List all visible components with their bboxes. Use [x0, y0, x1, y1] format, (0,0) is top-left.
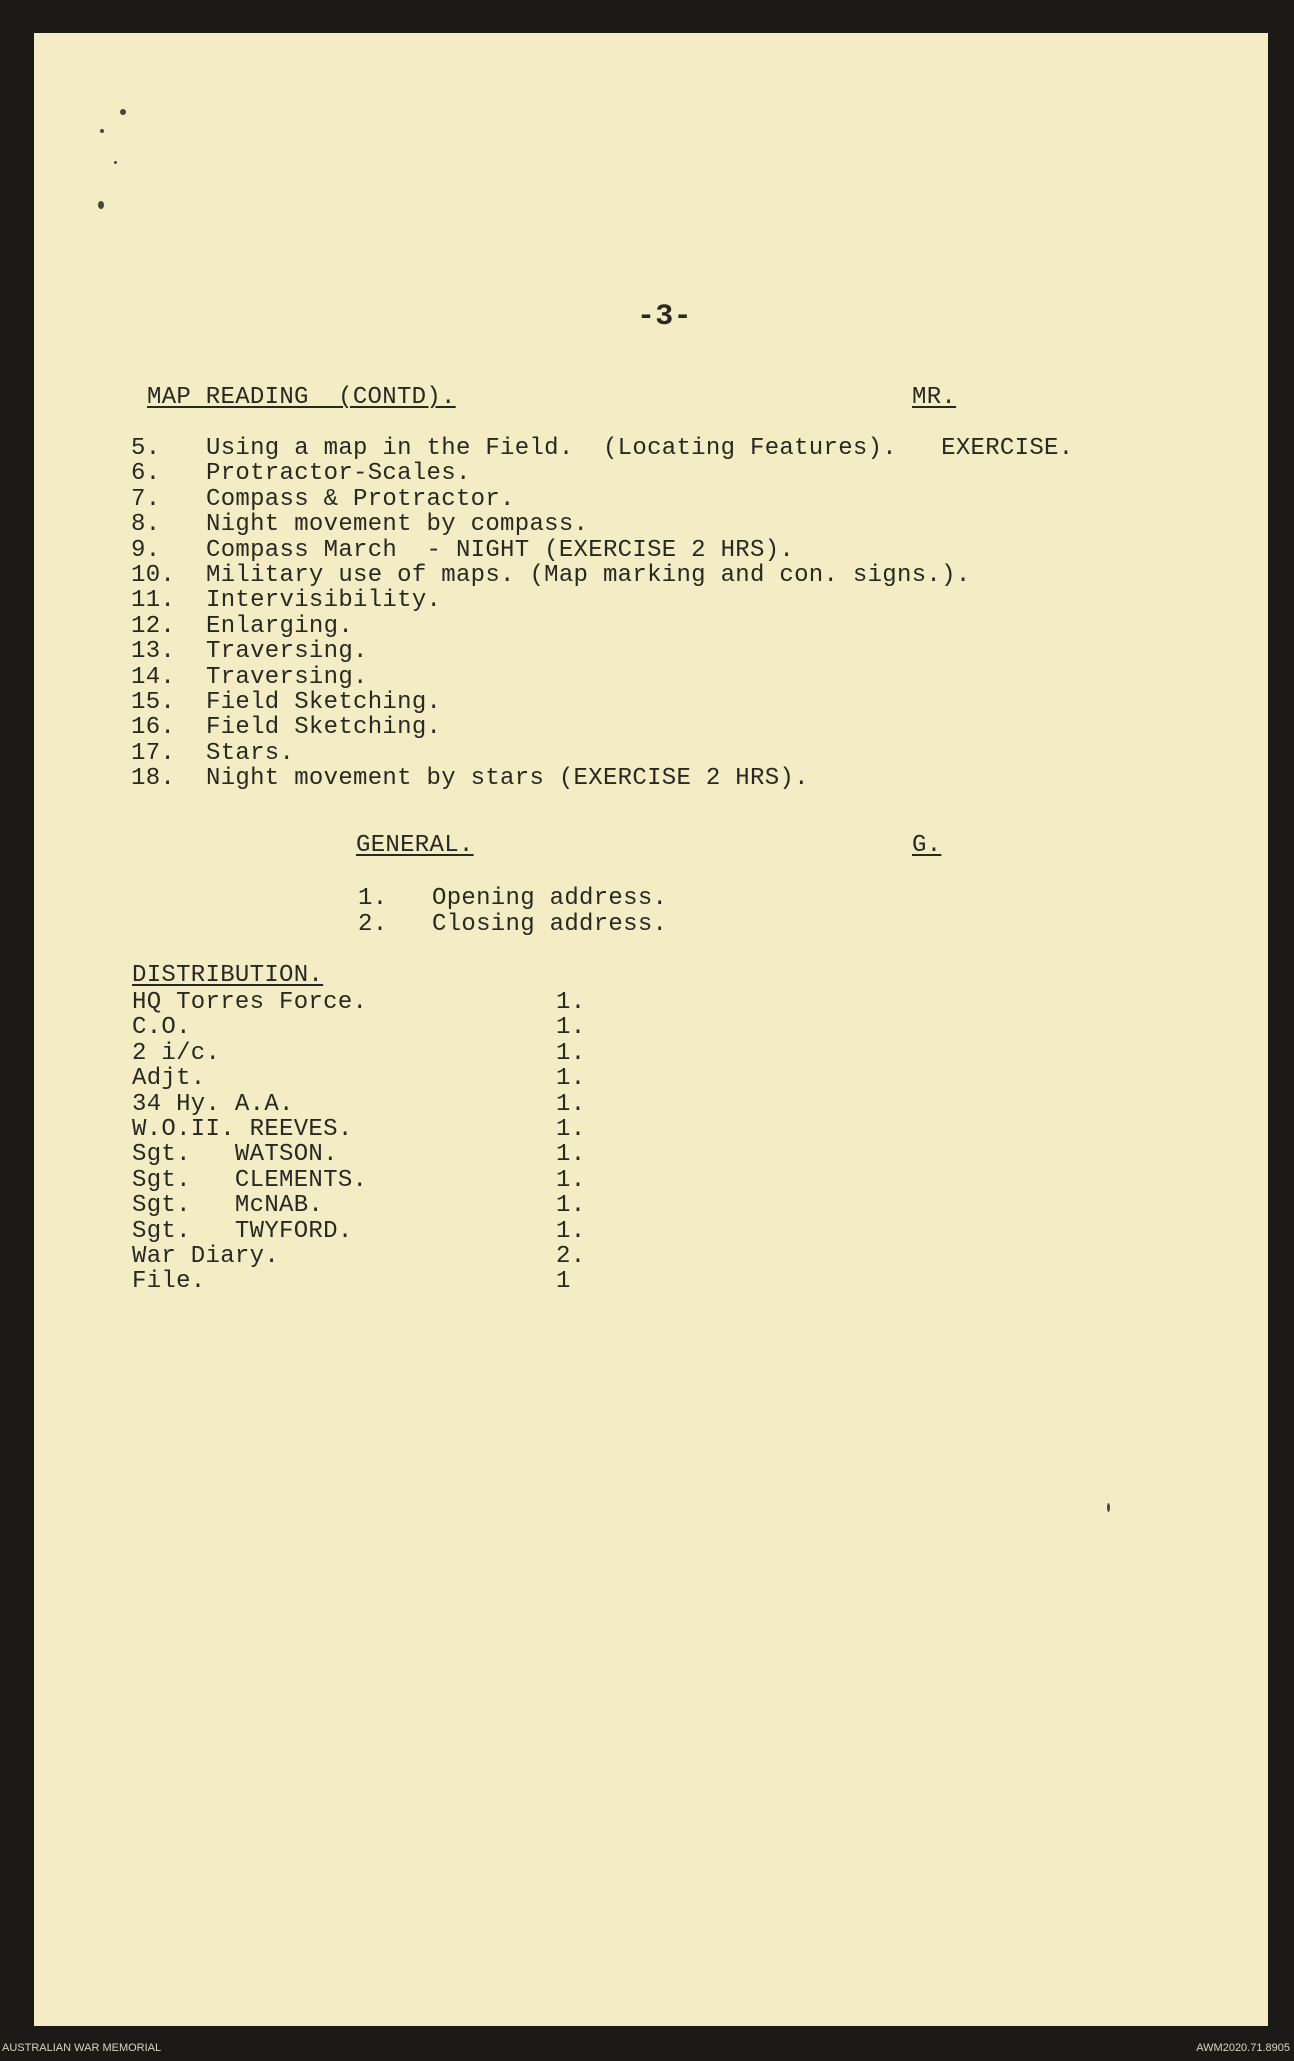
map-reading-item-text: Intervisibility.	[206, 587, 442, 615]
map-reading-item-number: 10.	[131, 562, 176, 589]
page-number: -3-	[637, 300, 692, 334]
general-heading: GENERAL.	[356, 832, 474, 859]
map-reading-item-number: 14.	[131, 663, 176, 691]
distribution-copies: 1.	[556, 1116, 586, 1143]
ink-speck	[120, 109, 126, 115]
ink-speck	[1107, 1503, 1110, 1512]
document-page	[34, 33, 1268, 2026]
distribution-recipient: 2 i/c.	[132, 1039, 221, 1067]
general-item-number: 2.	[358, 910, 388, 938]
map-reading-item-number: 18.	[131, 765, 176, 793]
map-reading-code: MR.	[912, 384, 957, 411]
footer-archive-name: AUSTRALIAN WAR MEMORIAL	[2, 2042, 162, 2054]
distribution-copies: 2.	[556, 1243, 586, 1270]
general-item-text: Opening address.	[432, 885, 668, 912]
distribution-recipient: Sgt. WATSON.	[132, 1141, 338, 1169]
map-reading-item-number: 6.	[131, 460, 161, 488]
distribution-recipient: War Diary.	[132, 1243, 280, 1270]
distribution-recipient: Sgt. McNAB.	[132, 1192, 324, 1220]
map-reading-item-text: Field Sketching.	[206, 689, 442, 716]
map-reading-item-number: 17.	[131, 739, 176, 767]
ink-speck	[100, 129, 104, 133]
map-reading-heading: MAP READING (CONTD).	[147, 384, 456, 411]
map-reading-item-text: Compass & Protractor.	[206, 485, 515, 513]
distribution-recipient: HQ Torres Force.	[132, 989, 368, 1016]
map-reading-item-number: 12.	[131, 612, 176, 640]
ink-speck	[98, 201, 104, 209]
distribution-recipient: Adjt.	[132, 1065, 206, 1093]
map-reading-item-text: Night movement by compass.	[206, 511, 589, 539]
map-reading-item-number: 8.	[131, 511, 161, 539]
map-reading-item-number: 16.	[131, 714, 176, 742]
map-reading-item-number: 5.	[131, 435, 161, 462]
map-reading-item-text: Using a map in the Field. (Locating Features). EXERCISE.	[206, 435, 1074, 462]
distribution-copies: 1.	[556, 1192, 586, 1220]
distribution-copies: 1.	[556, 1065, 586, 1093]
general-item-number: 1.	[358, 885, 388, 912]
distribution-copies: 1.	[556, 1014, 586, 1042]
distribution-copies: 1.	[556, 989, 586, 1016]
distribution-recipient: Sgt. TWYFORD.	[132, 1217, 353, 1245]
distribution-recipient: W.O.II. REEVES.	[132, 1116, 353, 1143]
distribution-recipient: Sgt. CLEMENTS.	[132, 1166, 368, 1194]
map-reading-item-text: Compass March - NIGHT (EXERCISE 2 HRS).	[206, 536, 795, 564]
map-reading-item-number: 11.	[131, 587, 176, 615]
distribution-copies: 1.	[556, 1141, 586, 1169]
ink-speck	[114, 161, 117, 164]
distribution-copies: 1.	[556, 1166, 586, 1194]
footer-accession-number: AWM2020.71.8905	[1196, 2042, 1290, 2054]
map-reading-item-number: 7.	[131, 485, 161, 513]
map-reading-item-text: Night movement by stars (EXERCISE 2 HRS).	[206, 765, 809, 793]
distribution-copies: 1.	[556, 1217, 586, 1245]
map-reading-item-text: Enlarging.	[206, 612, 354, 640]
distribution-recipient: C.O.	[132, 1014, 191, 1042]
map-reading-item-text: Traversing.	[206, 663, 368, 691]
map-reading-item-number: 13.	[131, 638, 176, 666]
distribution-copies: 1.	[556, 1039, 586, 1067]
map-reading-item-text: Military use of maps. (Map marking and con. signs.).	[206, 562, 971, 589]
distribution-recipient: File.	[132, 1268, 206, 1296]
map-reading-item-number: 15.	[131, 689, 176, 716]
general-item-text: Closing address.	[432, 910, 668, 938]
map-reading-item-text: Stars.	[206, 739, 295, 767]
map-reading-item-number: 9.	[131, 536, 161, 564]
map-reading-item-text: Protractor-Scales.	[206, 460, 471, 488]
map-reading-item-text: Traversing.	[206, 638, 368, 666]
distribution-recipient: 34 Hy. A.A.	[132, 1090, 294, 1118]
general-code: G.	[912, 832, 942, 859]
distribution-heading: DISTRIBUTION.	[132, 962, 324, 989]
distribution-copies: 1	[556, 1268, 571, 1296]
map-reading-item-text: Field Sketching.	[206, 714, 442, 742]
distribution-copies: 1.	[556, 1090, 586, 1118]
